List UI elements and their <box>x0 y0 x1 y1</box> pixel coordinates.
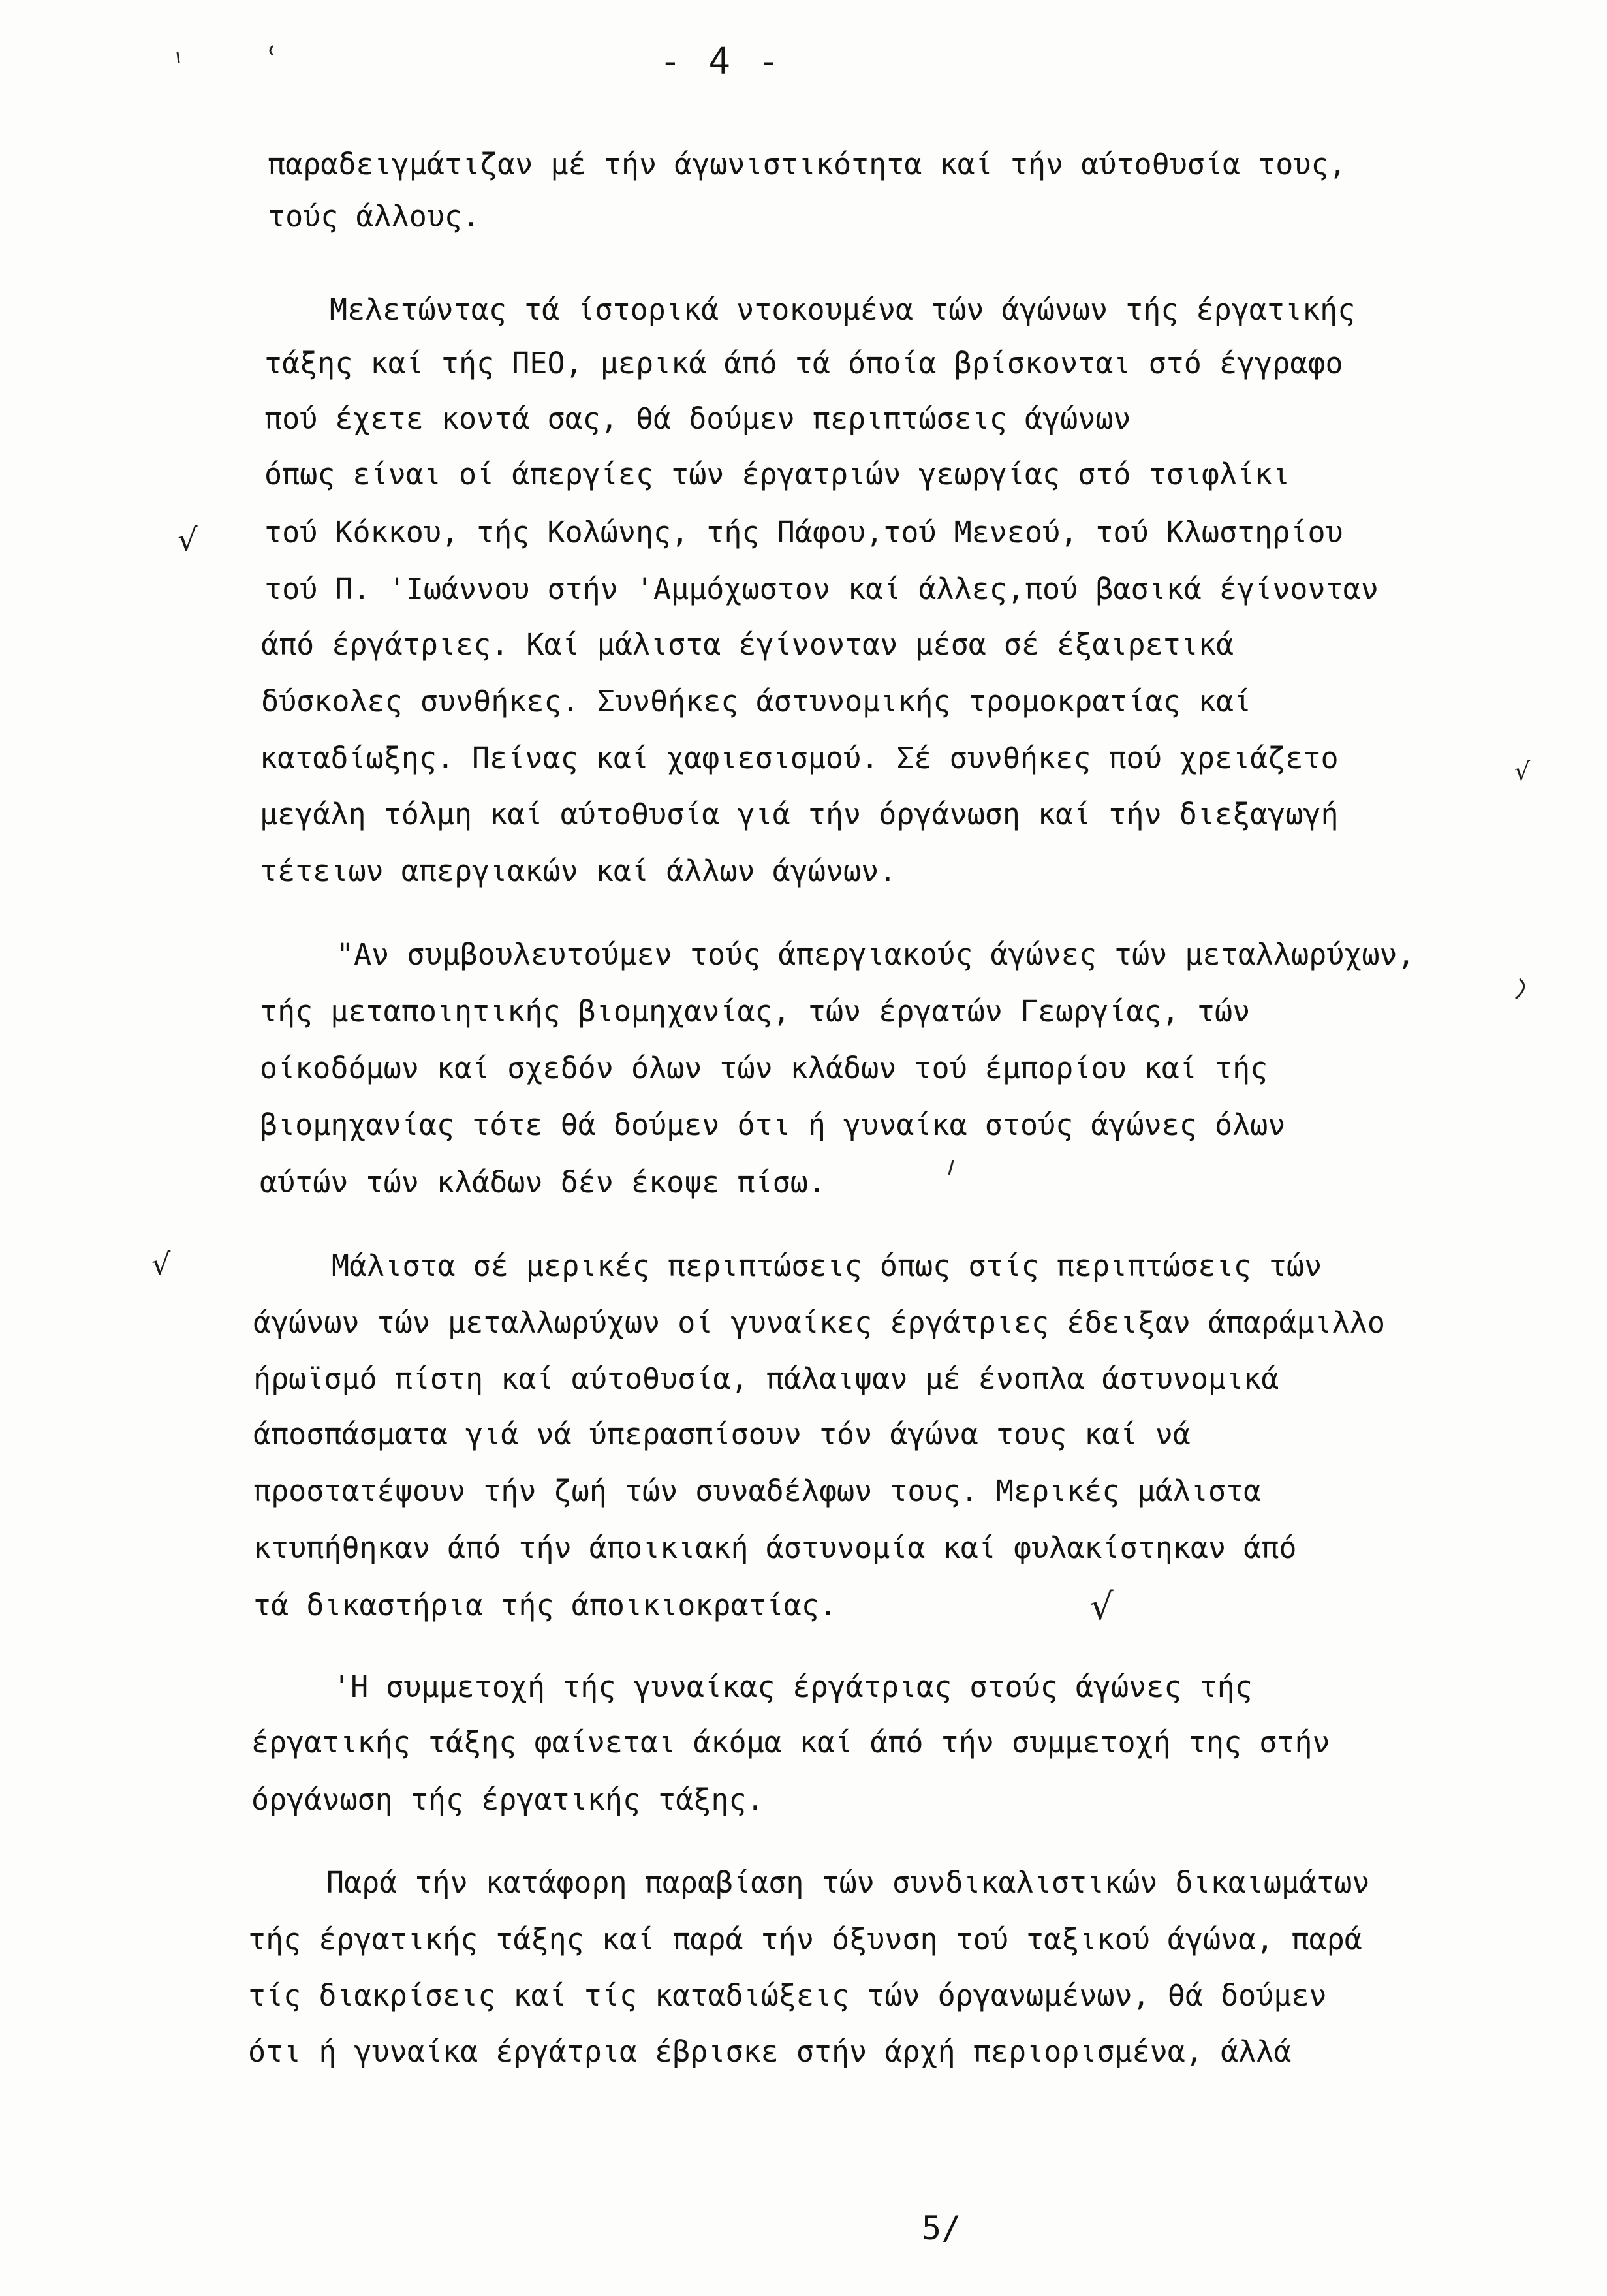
text-line-12: μεγάλη τόλμη καί αύτοθυσία γιά τήν όργάνωση καί τήν διεξαγωγή <box>260 797 1339 831</box>
page-number: - 4 - <box>659 40 783 83</box>
text-line-4: τάξης καί τής ΠΕΟ, μερικά άπό τά όποία βρίσκονται στό έγγραφο <box>264 346 1343 380</box>
text-line-24: κτυπήθηκαν άπό τήν άποικιακή άστυνομία καί φυλακίστηκαν άπό <box>253 1530 1297 1565</box>
text-line-30: τής έργατικής τάξης καί παρά τήν όξυνση τού ταξικού άγώνα, παρά <box>248 1922 1362 1957</box>
check-mark-icon: √ <box>1090 1586 1114 1628</box>
text-line-17: βιομηχανίας τότε θά δούμεν ότι ή γυναίκα στούς άγώνες όλων <box>260 1108 1286 1142</box>
text-line-26: 'Η συμμετοχή τής γυναίκας έργάτριας στούς άγώνες τής <box>333 1669 1253 1704</box>
stray-tick <box>178 52 179 63</box>
text-line-28: όργάνωση τής έργατικής τάξης. <box>251 1782 764 1817</box>
text-line-9: άπό έργάτριες. Καί μάλιστα έγίνονταν μέσα σέ έξαιρετικά <box>261 627 1234 662</box>
stray-tick-2 <box>949 1160 953 1175</box>
text-line-14: "Αν συμβουλευτούμεν τούς άπεργιακούς άγώνες τών μεταλλωρύχων, <box>336 937 1415 972</box>
text-line-22: άποσπάσματα γιά νά ύπερασπίσουν τόν άγώνα τους καί νά <box>253 1417 1191 1451</box>
text-line-29: Παρά τήν κατάφορη παραβίαση τών συνδικαλιστικών δικαιωμάτων <box>326 1865 1370 1900</box>
text-line-3: Μελετώντας τά ίστορικά ντοκουμένα τών άγώνων τής έργατικής <box>330 292 1356 327</box>
text-line-6: όπως είναι οί άπεργίες τών έργατριών γεωργίας στό τσιφλίκι <box>264 457 1290 491</box>
text-line-20: άγώνων τών μεταλλωρύχων οί γυναίκες έργάτριες έδειξαν άπαράμιλλο <box>253 1305 1385 1340</box>
stray-curl <box>270 46 273 55</box>
text-line-21: ήρωϊσμό πίστη καί αύτοθυσία, πάλαιψαν μέ ένοπλα άστυνομικά <box>253 1361 1279 1396</box>
text-line-11: καταδίωξης. Πείνας καί χαφιεσισμού. Σέ συνθήκες πού χρειάζετο <box>260 741 1339 775</box>
text-line-1: παραδειγμάτιζαν μέ τήν άγωνιστικότητα καί τήν αύτοθυσία τους, <box>268 147 1347 181</box>
text-line-13: τέτειων απεργιακών καί άλλων άγώνων. <box>260 854 897 888</box>
check-mark-icon: √ <box>1514 757 1531 786</box>
text-line-32: ότι ή γυναίκα έργάτρια έβρισκε στήν άρχή περιορισμένα, άλλά <box>248 2034 1292 2069</box>
text-line-23: προστατέψουν τήν ζωή τών συναδέλφων τους. Μερικές μάλιστα <box>253 1474 1262 1508</box>
text-line-7: τού Κόκκου, τής Κολώνης, τής Πάφου,τού Μενεού, τού Κλωστηρίου <box>264 515 1343 550</box>
text-line-18: αύτών τών κλάδων δέν έκοψε πίσω. <box>260 1165 826 1200</box>
check-mark-icon: √ <box>178 522 198 559</box>
text-line-15: τής μεταποιητικής βιομηχανίας, τών έργατών Γεωργίας, τών <box>260 994 1251 1029</box>
text-line-5: πού έχετε κοντά σας, θά δούμεν περιπτώσεις άγώνων <box>264 401 1131 436</box>
bracket-mark <box>1516 979 1524 999</box>
text-line-8: τού Π. 'Ιωάννου στήν 'Αμμόχωστον καί άλλες,πού βασικά έγίνονταν <box>264 572 1379 606</box>
text-line-16: οίκοδόμων καί σχεδόν όλων τών κλάδων τού έμπορίου καί τής <box>260 1051 1268 1085</box>
text-line-25: τά δικαστήρια τής άποικιοκρατίας. <box>253 1588 837 1622</box>
text-line-19: Μάλιστα σέ μερικές περιπτώσεις όπως στίς περιπτώσεις τών <box>332 1249 1322 1283</box>
check-mark-icon: √ <box>151 1247 171 1282</box>
text-line-2: τούς άλλους. <box>268 199 480 234</box>
text-line-27: έργατικής τάξης φαίνεται άκόμα καί άπό τήν συμμετοχή της στήν <box>251 1725 1330 1760</box>
text-line-10: δύσκολες συνθήκες. Συνθήκες άστυνομικής τρομοκρατίας καί <box>261 684 1252 719</box>
page-continuation-marker: 5/ <box>922 2209 961 2247</box>
text-line-31: τίς διακρίσεις καί τίς καταδιώξεις τών όργανωμένων, θά δούμεν <box>248 1978 1327 2013</box>
